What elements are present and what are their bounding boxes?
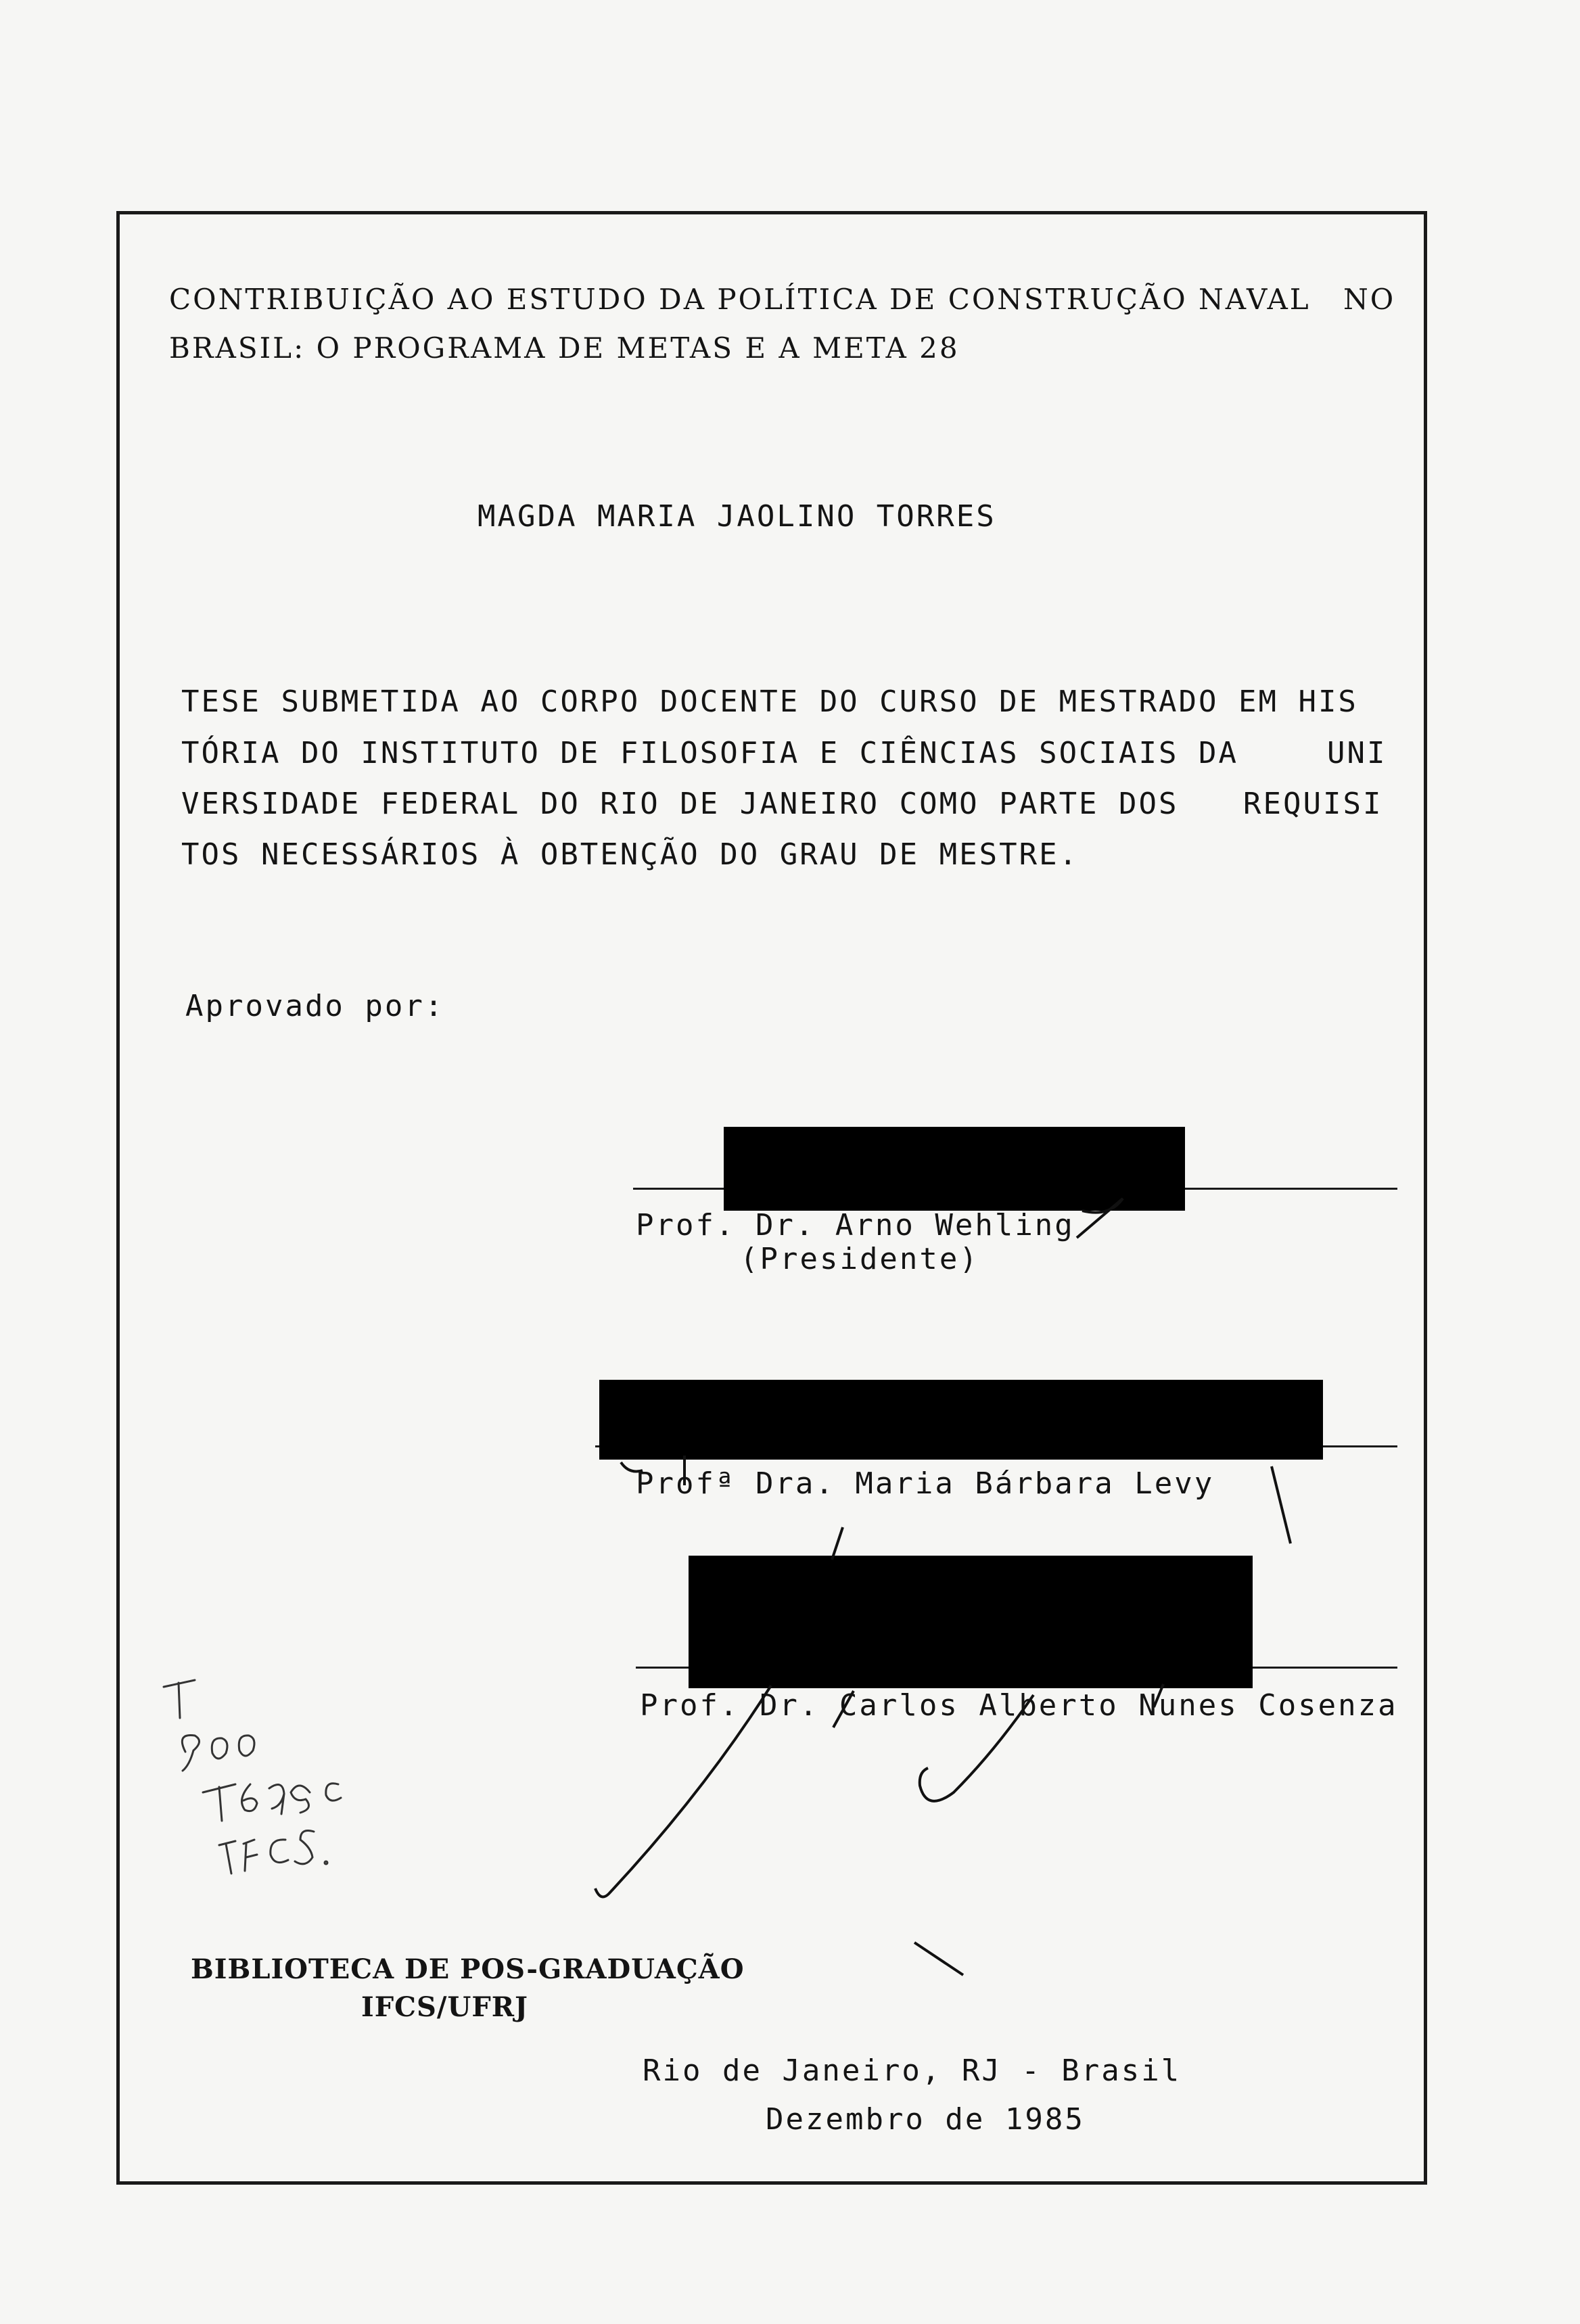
signature-stroke-2 [621, 1462, 643, 1472]
examiner-2-name: Profª Dra. Maria Bárbara Levy [636, 1466, 1215, 1501]
thesis-line-4: TOS NECESSÁRIOS À OBTENÇÃO DO GRAU DE MESTRE. [181, 837, 1079, 872]
signature-stroke-6 [595, 1686, 771, 1897]
signature-stroke-5 [832, 1527, 843, 1560]
approved-by-label: Aprovado por: [185, 989, 445, 1023]
signature-stroke-8 [920, 1695, 1033, 1801]
signature-stroke-7 [833, 1691, 854, 1727]
signature-stroke-9 [1154, 1684, 1163, 1707]
signature-stroke-10 [914, 1943, 963, 1975]
library-stamp-line-2: IFCS/UFRJ [361, 1991, 528, 2023]
handwritten-catalog-note [156, 1671, 379, 1887]
examiner-1-name: Prof. Dr. Arno Wehling [636, 1208, 1075, 1242]
thesis-line-2: TÓRIA DO INSTITUTO DE FILOSOFIA E CIÊNCIAS SOCIAIS DA [181, 736, 1238, 770]
thesis-line-3-end: REQUISI [1243, 787, 1383, 821]
examiner-1-role: (Presidente) [740, 1242, 979, 1276]
place: Rio de Janeiro, RJ - Brasil [643, 2053, 1182, 2088]
thesis-line-3: VERSIDADE FEDERAL DO RIO DE JANEIRO COMO PARTE DOS [181, 787, 1179, 821]
date: Dezembro de 1985 [766, 2102, 1085, 2137]
library-stamp-line-1: BIBLIOTECA DE POS-GRADUAÇÃO [191, 1953, 745, 1985]
title-line-2: BRASIL: O PROGRAMA DE METAS E A META 28 [169, 331, 960, 365]
title-line-1: CONTRIBUIÇÃO AO ESTUDO DA POLÍTICA DE CONSTRUÇÃO [169, 283, 1188, 316]
thesis-line-2-end: UNI [1327, 736, 1387, 770]
thesis-line-1: TESE SUBMETIDA AO CORPO DOCENTE DO CURSO DE MESTRADO EM HIS [181, 684, 1358, 719]
signature-stroke-1 [1077, 1199, 1123, 1238]
author-name: MAGDA MARIA JAOLINO TORRES [478, 499, 996, 534]
title-line-1-naval: NAVAL [1199, 283, 1311, 316]
signature-stroke-4 [1272, 1466, 1291, 1543]
title-line-1-end: NO [1343, 283, 1396, 316]
examiner-3-name: Prof. Dr. Carlos Alberto Nunes Cosenza [640, 1688, 1398, 1723]
